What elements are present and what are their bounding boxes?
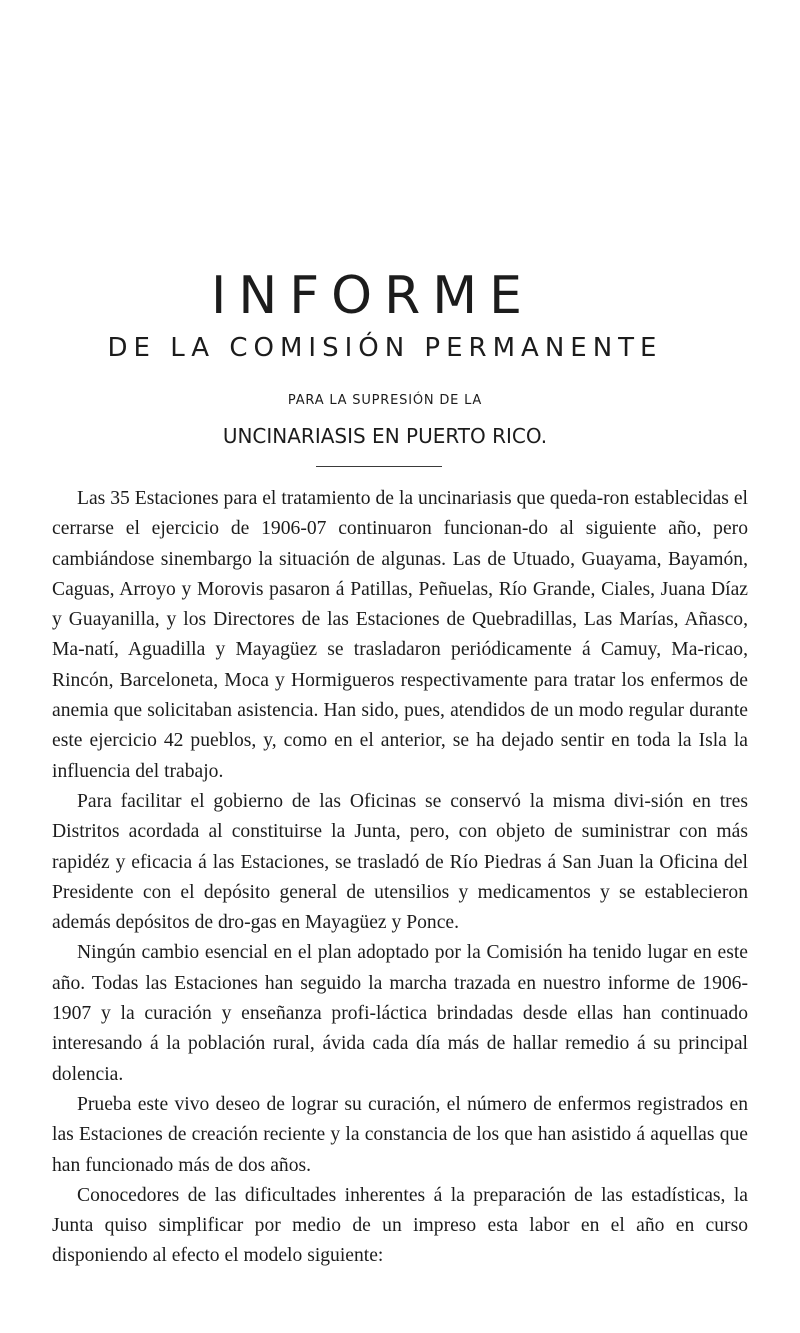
- paragraph-1: Las 35 Estaciones para el tratamiento de la uncinariasis que queda-ron establecidas el cerrarse el ejercicio de 1906-07 continuaron funcionan-do al siguiente año, pero cambiándose sinembargo la situación de algunas. Las de Utuado, Guayama, Bayamón, Caguas, Arroyo y Morovis pasaron á Patillas, Peñuelas, Río Grande, Ciales, Juana Díaz y Guayanilla, y los Directores de las Estaciones de Quebradillas, Las Marías, Añasco, Ma-natí, Aguadilla y Mayagüez se trasladaron periódicamente á Camuy, Ma-ricao, Rincón, Barceloneta, Moca y Hormigueros respectivamente para tratar los enfermos de anemia que solicitaban asistencia. Han sido, pues, atendidos de un modo regular durante este ejercicio 42 pueblos, y, como en el anterior, se ha dejado sentir en toda la Isla la influencia del trabajo.: [52, 488, 748, 782]
- document-subtitle-topic: UNCINARIASIS EN PUERTO RICO.: [222, 424, 548, 448]
- divider-rule: [316, 466, 442, 467]
- body-text: [52, 484, 748, 1272]
- document-title: INFORME: [211, 266, 534, 326]
- paragraph-3: Ningún cambio esencial en el plan adoptado por la Comisión ha tenido lugar en este año. Todas las Estaciones han seguido la marcha trazada en nuestro informe de 1906-1907 y la curación y enseñanza profi-láctica brindadas desde ellas han continuado interesando á la población rural, ávida cada día más de hallar remedio á su principal dolencia.: [52, 942, 748, 1085]
- document-subtitle: DE LA COMISIÓN PERMANENTE: [107, 333, 663, 363]
- document-subtitle-small: PARA LA SUPRESIÓN DE LA: [287, 393, 483, 408]
- paragraph-5: Conocedores de las dificultades inherentes á la preparación de las estadísticas, la Junta quiso simplificar por medio de un impreso esta labor en el año en curso disponiendo al efecto el modelo siguiente:: [52, 1184, 748, 1267]
- paragraph-2: Para facilitar el gobierno de las Oficinas se conservó la misma divi-sión en tres Distritos acordada al constituirse la Junta, pero, con objeto de suministrar con más rapidéz y eficacia á las Estaciones, se trasladó de Río Piedras á San Juan la Oficina del Presidente con el depósito general de utensilios y medicamentos y se establecieron además depósitos de dro-gas en Mayagüez y Ponce.: [52, 790, 748, 934]
- paragraph-4: Prueba este vivo deseo de lograr su curación, el número de enfermos registrados en las Estaciones de creación reciente y la constancia de los que han asistido á aquellas que han funcionado más de dos años.: [52, 1093, 748, 1176]
